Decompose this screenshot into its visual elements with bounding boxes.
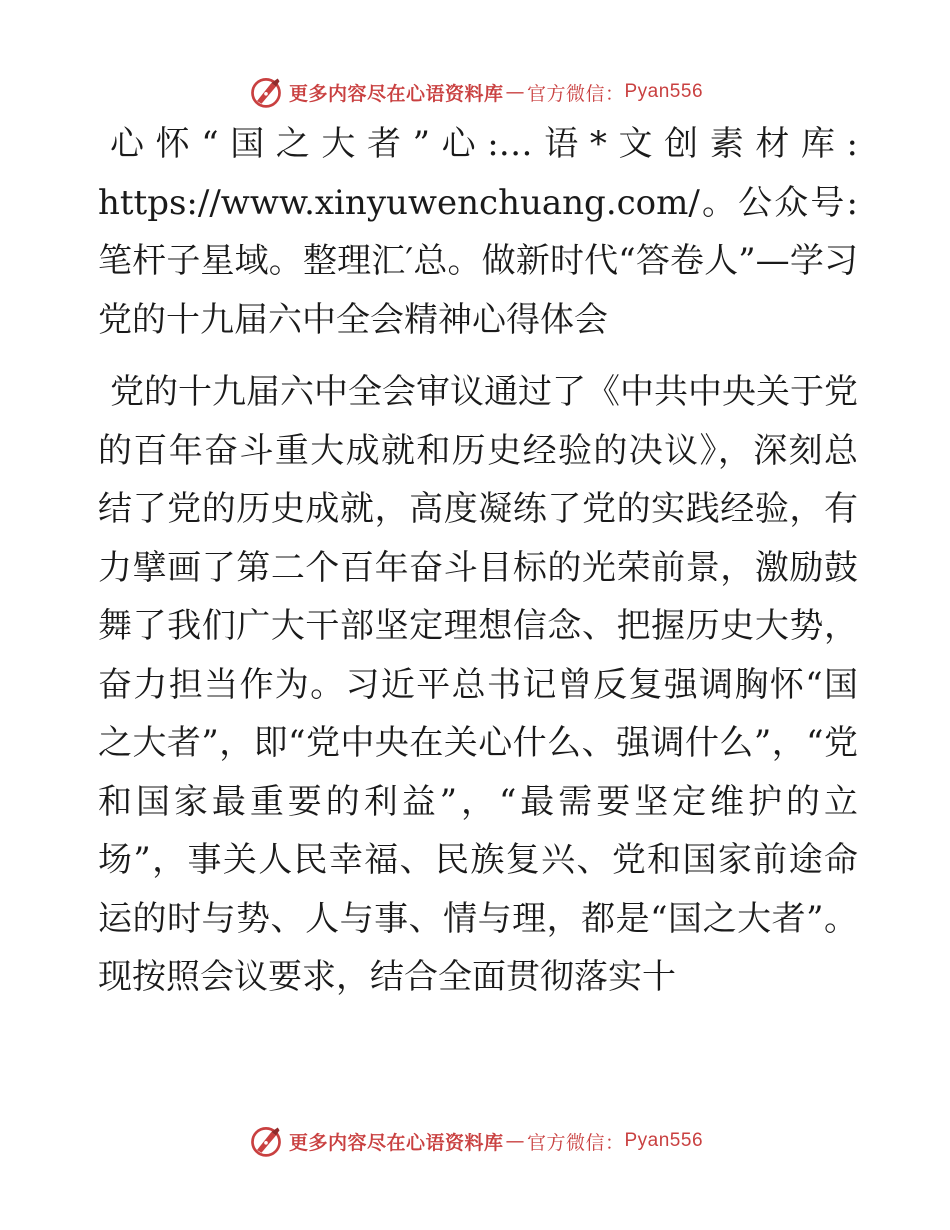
watermark-separator: — (505, 81, 525, 103)
watermark-wechat-label: 官方微信： (526, 82, 625, 105)
pen-nib-logo-icon (247, 1123, 285, 1159)
heading-paragraph (98, 115, 858, 349)
watermark-main-text: 更多内容尽在心语资料库 (288, 82, 504, 105)
watermark-wechat-id: Pyan556 (624, 81, 704, 102)
watermark-separator: — (505, 1130, 525, 1152)
watermark-wechat-label: 官方微信： (526, 1131, 625, 1154)
watermark-wechat-id: Pyan556 (624, 1130, 704, 1151)
watermark-main-text: 更多内容尽在心语资料库 (288, 1131, 504, 1154)
header-watermark (0, 72, 950, 112)
body-paragraph-text: 党的十九届六中全会审议通过了《中共中央关于党的百年奋斗重大成就和历史经验的决议》，深刻总结了党的历史成就，高度凝练了党的实践经验，有力擘画了第二个百年奋斗目标的光荣前景，激励鼓舞了我们广大干部坚定理想信念、把握历史大势，奋力担当作为。习近平总书记曾反复强调胸怀“国之大者”，即“党中央在关心什么、强调什么”，“党和国家最重要的利益”，“最需要坚定维护的立场”，事关人民幸福、民族复兴、党和国家前途命运的时与势、人与事、情与理，都是“国之大者”。现按照会议要求，结合全面贯彻落实十 (98, 372, 858, 997)
pen-nib-logo-icon (247, 74, 285, 110)
heading-paragraph-text: 心怀“国之大者”心:…语*文创素材库: https://www.xinyuwenchuang.com/。公众号: 笔杆子星域。整理汇′总。做新时代“答卷人”—学习党的十九届六中全会精神心得体会 (98, 124, 858, 340)
body-paragraph (98, 363, 858, 1007)
document-body (98, 115, 858, 1007)
footer-watermark (0, 1121, 950, 1161)
